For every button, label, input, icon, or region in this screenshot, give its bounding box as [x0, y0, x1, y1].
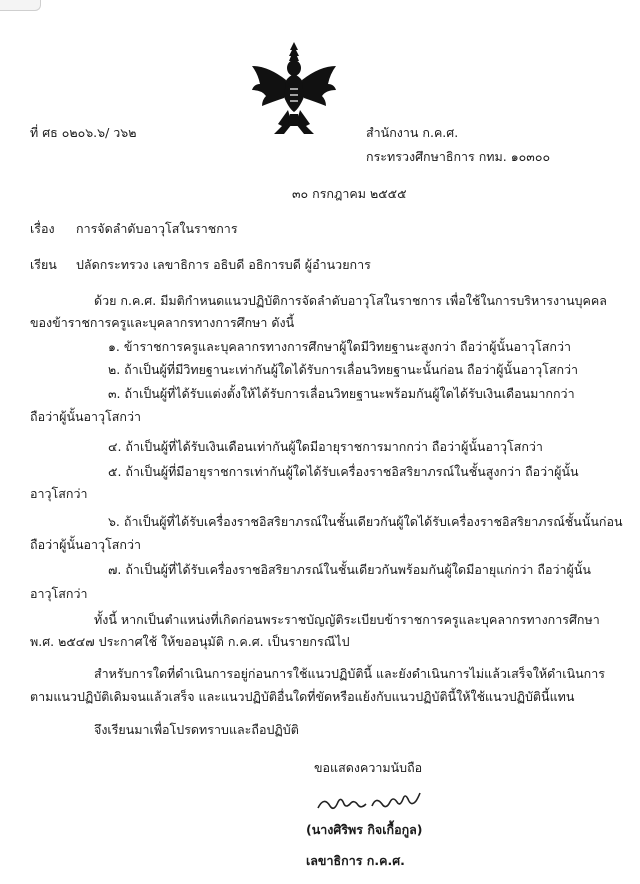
- item-7-line-1: ๗. ถ้าเป็นผู้ที่ได้รับเครื่องราชอิสริยาภรณ์ในชั้นเดียวกันพร้อมกันผู้ใดมีอายุแก่กว่า ถือว่าผู้นั้น: [108, 562, 591, 577]
- item-6-line-1: ๖. ถ้าเป็นผู้ที่ได้รับเครื่องราชอิสริยาภรณ์ในชั้นเดียวกันผู้ใดได้รับเครื่องราชอิสริยาภรณ์ชั้นนั้นก่อน: [108, 514, 623, 529]
- intro-line-1: ด้วย ก.ค.ศ. มีมติกำหนดแนวปฏิบัติการจัดลำดับอาวุโสในราชการ เพื่อใช้ในการบริหารงานบุคคล: [94, 293, 607, 308]
- signer-name: (นางศิริพร กิจเกื้อกูล): [306, 822, 423, 837]
- subject-text: การจัดลำดับอาวุโสในราชการ: [76, 221, 238, 236]
- signer-title: เลขาธิการ ก.ค.ศ.: [306, 853, 405, 868]
- item-3-line-2: ถือว่าผู้นั้นอาวุโสกว่า: [30, 409, 142, 424]
- item-2: ๒. ถ้าเป็นผู้ที่มีวิทยฐานะเท่ากันผู้ใดได้รับการเลื่อนวิทยฐานะนั้นก่อน ถือว่าผู้นั้นอาวุโสกว่า: [108, 362, 579, 377]
- to-label: เรียน: [30, 257, 57, 272]
- paragraph-3-line-1: สำหรับการใดที่ดำเนินการอยู่ก่อนการใช้แนวปฏิบัตินี้ และยังดำเนินการไม่แล้วเสร็จให้ดำเนินการ: [94, 666, 605, 681]
- item-1: ๑. ข้าราชการครูและบุคลากรทางการศึกษาผู้ใดมีวิทยฐานะสูงกว่า ถือว่าผู้นั้นอาวุโสกว่า: [108, 339, 572, 354]
- letter-date: ๓๐ กรกฎาคม ๒๕๕๕: [292, 186, 407, 201]
- paragraph-3-line-2: ตามแนวปฏิบัติเดิมจนแล้วเสร็จ และแนวปฏิบัติอื่นใดที่ขัดหรือแย้งกับแนวปฏิบัตินี้ให้ใช้แนวปฏิบัตินี้แทน: [30, 689, 575, 704]
- paragraph-2-line-1: ทั้งนี้ หากเป็นตำแหน่งที่เกิดก่อนพระราชบัญญัติระเบียบข้าราชการครูและบุคลากรทางการศึกษา: [94, 612, 600, 627]
- subject-label: เรื่อง: [30, 221, 55, 236]
- item-7-line-2: อาวุโสกว่า: [30, 586, 88, 601]
- regards-text: ขอแสดงความนับถือ: [314, 760, 423, 775]
- office-address: กระทรวงศึกษาธิการ กทม. ๑๐๓๐๐: [366, 149, 551, 164]
- closing-sentence: จึงเรียนมาเพื่อโปรดทราบและถือปฏิบัติ: [94, 722, 299, 737]
- item-5-line-2: อาวุโสกว่า: [30, 486, 88, 501]
- recipient-text: ปลัดกระทรวง เลขาธิการ อธิบดี อธิการบดี ผู้อำนวยการ: [76, 257, 371, 272]
- item-4: ๔. ถ้าเป็นผู้ที่ได้รับเงินเดือนเท่ากันผู้ใดมีอายุราชการมากกว่า ถือว่าผู้นั้นอาวุโสกว่า: [108, 439, 543, 454]
- reference-number: ที่ ศธ ๐๒๐๖.๖/ ว๖๒: [30, 125, 137, 140]
- signature-image: [314, 790, 434, 816]
- office-name: สำนักงาน ก.ค.ศ.: [366, 125, 459, 140]
- page-corner: [0, 0, 41, 11]
- garuda-emblem-icon: [248, 40, 340, 140]
- item-5-line-1: ๕. ถ้าเป็นผู้ที่มีอายุราชการเท่ากันผู้ใดได้รับเครื่องราชอิสริยาภรณ์ในชั้นสูงกว่า ถือว่าผู้นั้น: [108, 464, 579, 479]
- paragraph-2-line-2: พ.ศ. ๒๕๔๗ ประกาศใช้ ให้ขออนุมัติ ก.ค.ศ. เป็นรายกรณีไป: [30, 634, 350, 649]
- item-6-line-2: ถือว่าผู้นั้นอาวุโสกว่า: [30, 537, 142, 552]
- item-3-line-1: ๓. ถ้าเป็นผู้ที่ได้รับแต่งตั้งให้ได้รับการเลื่อนวิทยฐานะพร้อมกันผู้ใดได้รับเงินเดือนมากกว่า: [108, 386, 575, 401]
- intro-line-2: ของข้าราชการครูและบุคลากรทางการศึกษา ดังนี้: [30, 315, 295, 330]
